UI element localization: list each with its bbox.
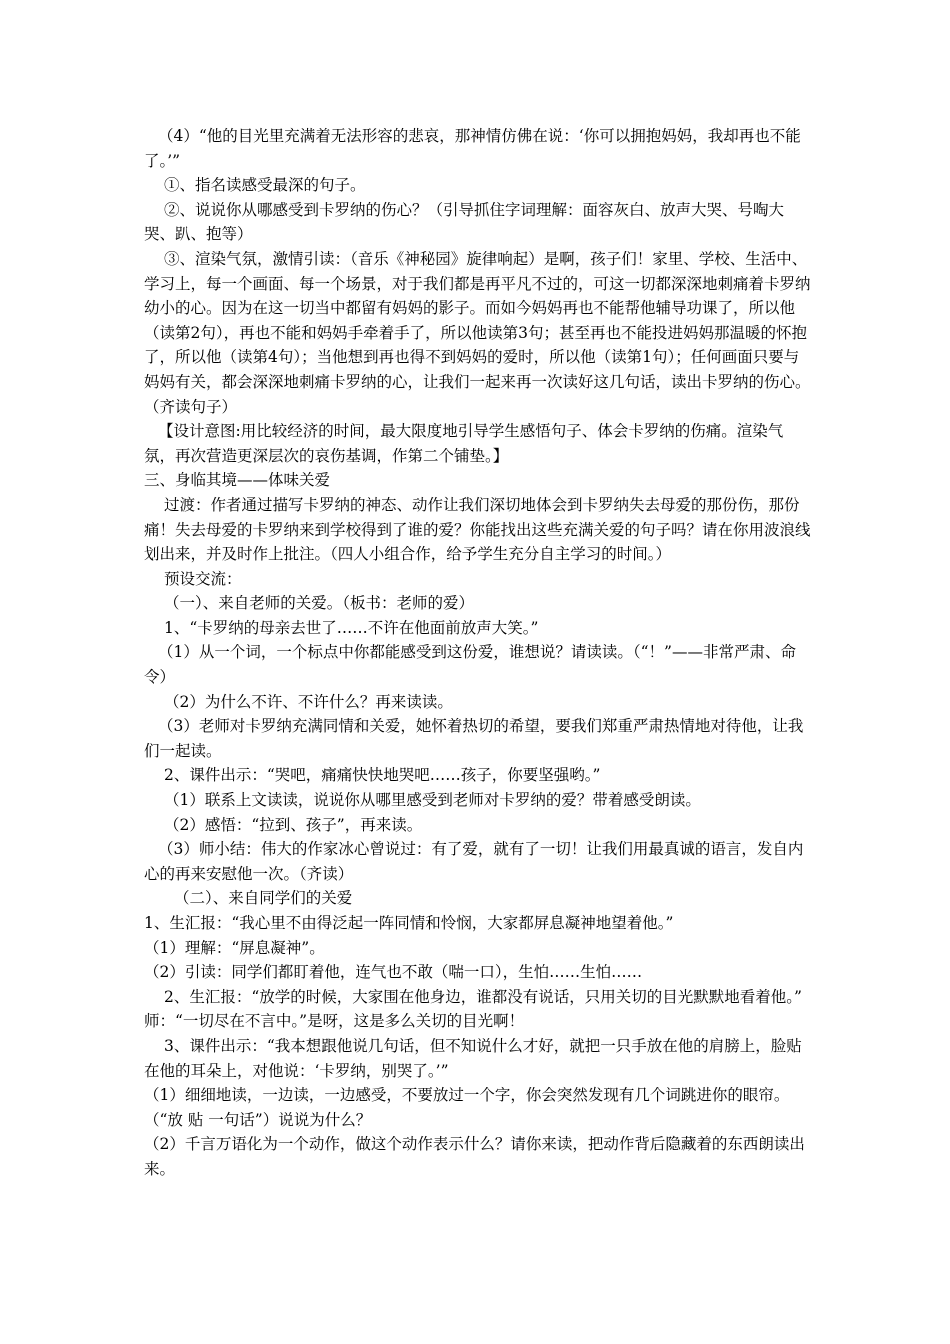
document-body <box>144 124 814 1182</box>
paragraph-p16: （2）感悟：“拉到、孩子”，再来读。 <box>164 815 423 834</box>
paragraph-p2: ①、指名读感受最深的句子。 <box>164 176 366 195</box>
paragraph-p25: （1）细细地读，一边读，一边感受，不要放过一个字，你会突然发现有几个词跳进你的眼帘。（“放 贴 一句话”）说说为什么？ <box>144 1086 790 1129</box>
paragraph-p26: （2）千言万语化为一个动作，做这个动作表示什么？请你来读，把动作背后隐藏着的东西朗读出来。 <box>144 1135 805 1178</box>
paragraph-p24: 3、课件出示：“我本想跟他说几句话，但不知说什么才好，就把一只手放在他的肩膀上，脸贴在他的耳朵上，对他说：‘卡罗纳，别哭了。’” <box>144 1036 802 1080</box>
paragraph-p7: 过渡：作者通过描写卡罗纳的神态、动作让我们深切地体会到卡罗纳失去母爱的那份伤，那份痛！失去母爱的卡罗纳来到学校得到了谁的爱？你能找出这些充满关爱的句子吗？请在你用波浪线划出来，并及时作上批注。（四人小组合作，给予学生充分自主学习的时间。） <box>144 495 811 564</box>
paragraph-p10: 1、“卡罗纳的母亲去世了……不许在他面前放声大笑。” <box>164 618 539 637</box>
paragraph-p22: 2、生汇报：“放学的时候，大家围在他身边，谁都没有说话，只用关切的目光默默地看着他。” <box>164 987 802 1006</box>
paragraph-p3: ②、说说你从哪感受到卡罗纳的伤心？（引导抓住字词理解：面容灰白、放声大哭、号啕大哭、趴、抱等） <box>144 200 785 244</box>
paragraph-p15: （1）联系上文读读，说说你从哪里感受到老师对卡罗纳的爱？带着感受朗读。 <box>164 791 701 810</box>
paragraph-p9: （一）、来自老师的关爱。（板书：老师的爱） <box>164 594 475 613</box>
paragraph-p1: （4）“他的目光里充满着无法形容的悲哀，那神情仿佛在说：‘你可以拥抱妈妈，我却再也不能了。’” <box>144 127 801 170</box>
paragraph-p8: 预设交流： <box>164 569 242 588</box>
paragraph-p13: （3）老师对卡罗纳充满同情和关爱，她怀着热切的希望，要我们郑重严肃热情地对待他，让我们一起读。 <box>144 717 804 760</box>
paragraph-p12: （2）为什么不许、不许什么？再来读读。 <box>164 692 453 711</box>
paragraph-p18: （二）、来自同学们的关爱 <box>174 889 353 908</box>
paragraph-p4: ③、渲染气氛，激情引读：（音乐《神秘园》旋律响起）是啊，孩子们！家里、学校、生活中、学习上，每一个画面、每一个场景，对于我们都是再平凡不过的，可这一切都深深地刺痛着卡罗纳幼小的心。因为在这一切当中都留有妈妈的影子。而如今妈妈再也不能帮他辅导功课了，所以他（读第2句），再也不能和妈妈手牵着手了，所以他读第3句；甚至再也不能投进妈妈那温暖的怀抱了，所以他（读第4句）；当他想到再也得不到妈妈的爱时，所以他（读第1句）；任何画面只要与妈妈有关，都会深深地刺痛卡罗纳的心，让我们一起来再一次读好这几句话，读出卡罗纳的伤心。（齐读句子） <box>144 249 811 416</box>
paragraph-p19: 1、生汇报：“我心里不由得泛起一阵同情和怜悯，大家都屏息凝神地望着他。” <box>144 914 674 932</box>
paragraph-p14: 2、课件出示：“哭吧，痛痛快快地哭吧……孩子，你要坚强哟。” <box>164 766 601 785</box>
paragraph-p20: （1）理解：“屏息凝神”。 <box>144 938 325 957</box>
paragraph-p21: （2）引读：同学们都盯着他，连气也不敢（喘一口），生怕……生怕…… <box>144 963 643 982</box>
paragraph-p11: （1）从一个词，一个标点中你都能感受到这份爱，谁想说？请读读。（“！”——非常严肃、命令） <box>144 643 796 687</box>
paragraph-p23: 师：“一切尽在不言中。”是呀，这是多么关切的目光啊！ <box>144 1012 525 1031</box>
paragraph-p5: 【设计意图:用比较经济的时间，最大限度地引导学生感悟句子、体会卡罗纳的伤痛。渲染气氛，再次营造更深层次的哀伤基调，作第二个铺垫。】 <box>144 422 784 465</box>
paragraph-p6: 三、身临其境——体味关爱 <box>144 471 331 490</box>
paragraph-p17: （3）师小结：伟大的作家冰心曾说过：有了爱，就有了一切！让我们用最真诚的语言，发自内心的再来安慰他一次。（齐读） <box>144 840 804 883</box>
